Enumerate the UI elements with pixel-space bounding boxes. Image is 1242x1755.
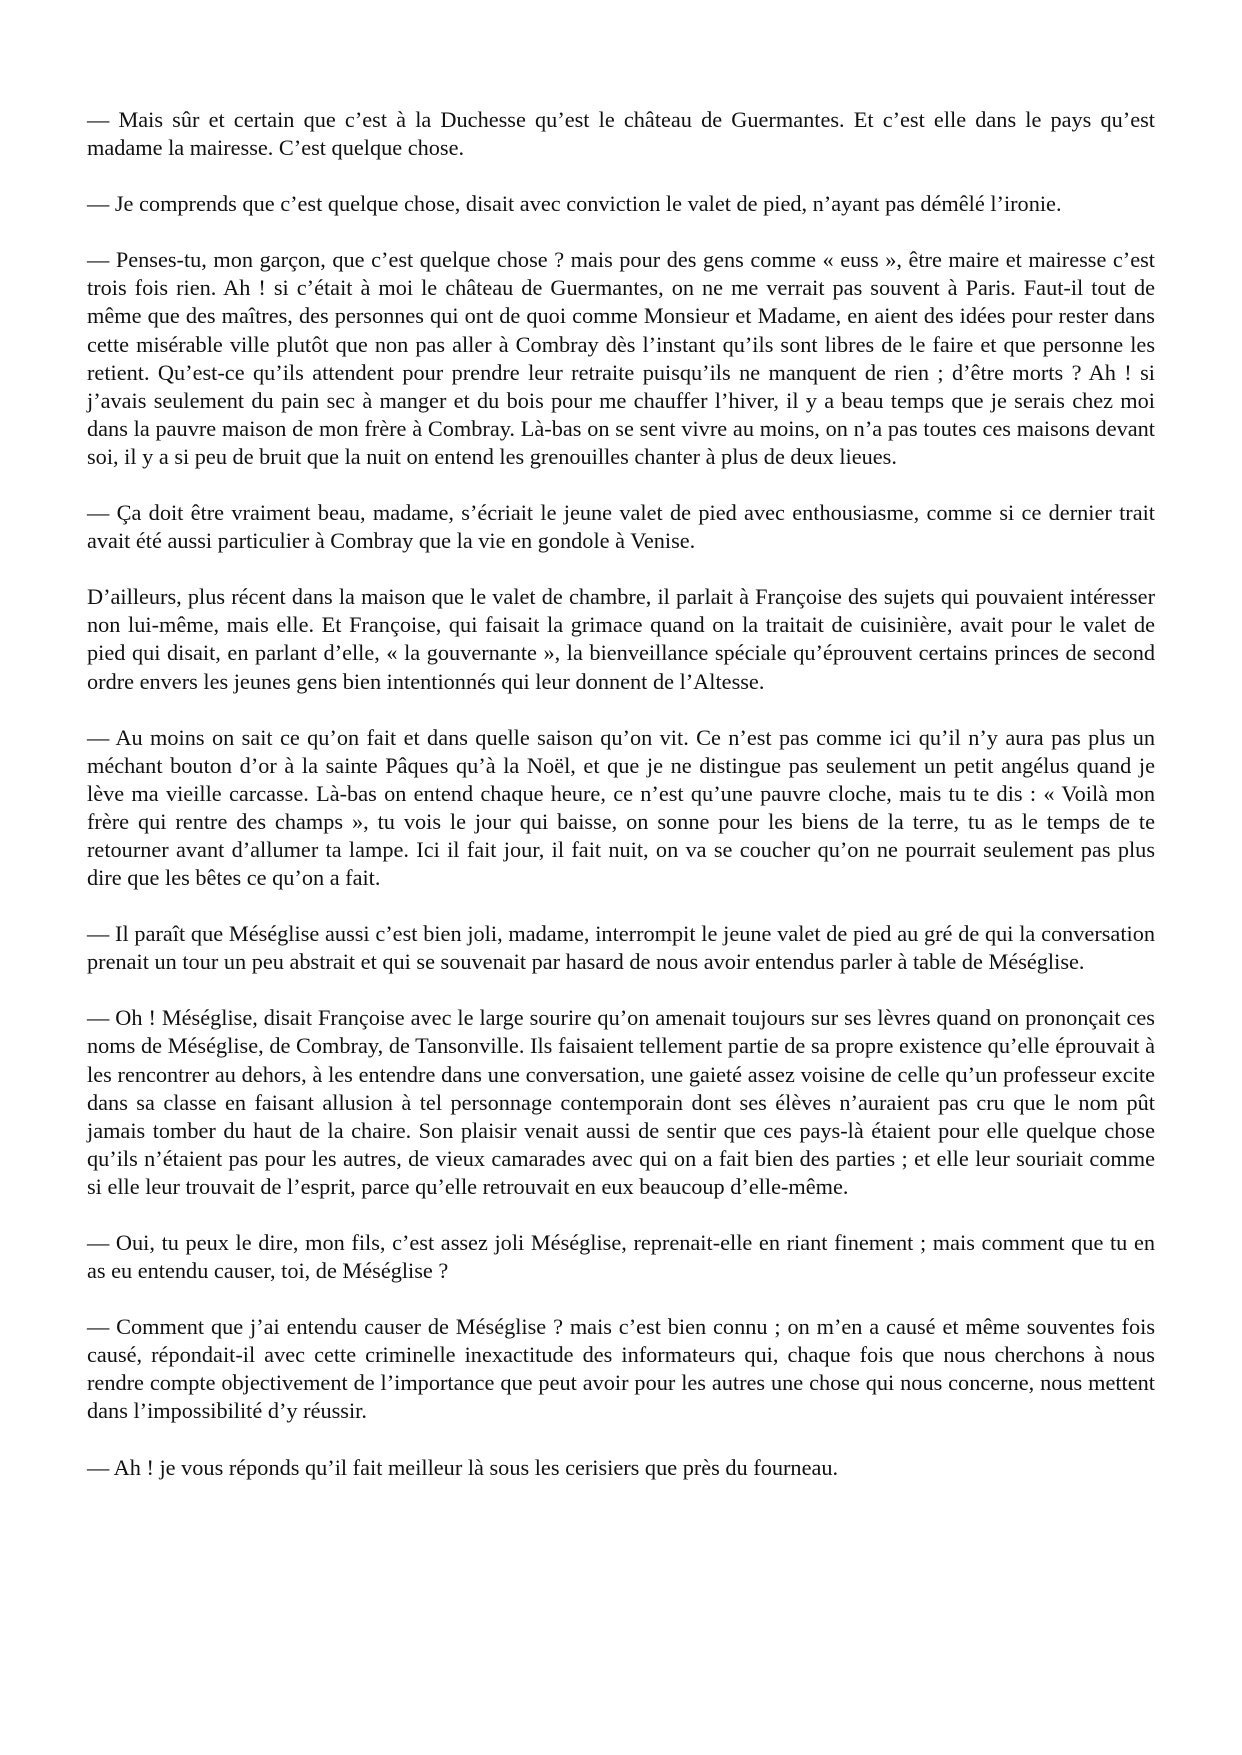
paragraph: — Oui, tu peux le dire, mon fils, c’est assez joli Méséglise, reprenait-elle en riant finement ; mais comment que tu en as eu entendu causer, toi, de Méséglise ?: [87, 1230, 1155, 1284]
paragraph: D’ailleurs, plus récent dans la maison que le valet de chambre, il parlait à Françoise des sujets qui pouvaient intéresser non lui-même, mais elle. Et Françoise, qui faisait la grimace quand on la traitait de cuisinière, avait pour le valet de pied qui disait, en parlant d’elle, « la gouvernante », la bienveillance spéciale qu’éprouvent certains princes de second ordre envers les jeunes gens bien intentionnés qui leur donnent de l’Altesse.: [87, 584, 1155, 694]
paragraph: — Penses-tu, mon garçon, que c’est quelque chose ? mais pour des gens comme « euss », être maire et mairesse c’est trois fois rien. Ah ! si c’était à moi le château de Guermantes, on ne me verrait pas souvent à Paris. Faut-il tout de même que des maîtres, des personnes qui ont de quoi comme Monsieur et Madame, en aient des idées pour rester dans cette misérable ville plutôt que non pas aller à Combray dès l’instant qu’ils sont libres de le faire et que personne les retient. Qu’est-ce qu’ils attendent pour prendre leur retraite puisqu’ils ne manquent de rien ; d’être morts ? Ah ! si j’avais seulement du pain sec à manger et du bois pour me chauffer l’hiver, il y a beau temps que je serais chez moi dans la pauvre maison de mon frère à Combray. Là-bas on se sent vivre au moins, on n’a pas toutes ces maisons devant soi, il y a si peu de bruit que la nuit on entend les grenouilles chanter à plus de deux lieues.: [87, 247, 1155, 469]
paragraph: — Je comprends que c’est quelque chose, disait avec conviction le valet de pied, n’ayant pas démêlé l’ironie.: [87, 191, 1062, 217]
paragraph: — Mais sûr et certain que c’est à la Duchesse qu’est le château de Guermantes. Et c’est elle dans le pays qu’est madame la mairesse. C’est quelque chose.: [87, 107, 1155, 161]
paragraph: — Comment que j’ai entendu causer de Méséglise ? mais c’est bien connu ; on m’en a causé et même souventes fois causé, répondait-il avec cette criminelle inexactitude des informateurs qui, chaque fois que nous cherchons à nous rendre compte objectivement de l’importance que peut avoir pour les autres une chose qui nous concerne, nous mettent dans l’impossibilité d’y réussir.: [87, 1314, 1155, 1424]
document-page: [87, 106, 1155, 1510]
paragraph: — Il paraît que Méséglise aussi c’est bien joli, madame, interrompit le jeune valet de pied au gré de qui la conversation prenait un tour un peu abstrait et qui se souvenait par hasard de nous avoir entendus parler à table de Méséglise.: [87, 921, 1155, 975]
paragraph: — Ah ! je vous réponds qu’il fait meilleur là sous les cerisiers que près du fourneau.: [87, 1454, 839, 1480]
paragraph: — Oh ! Méséglise, disait Françoise avec le large sourire qu’on amenait toujours sur ses lèvres quand on prononçait ces noms de Méséglise, de Combray, de Tansonville. Ils faisaient tellement partie de sa propre existence qu’elle éprouvait à les rencontrer au dehors, à les entendre dans une conversation, une gaieté assez voisine de celle qu’un professeur excite dans sa classe en faisant allusion à tel personnage contemporain dont ses élèves n’auraient pas cru que le nom pût jamais tomber du haut de la chaire. Son plaisir venait aussi de sentir que ces pays-là étaient pour elle quelque chose qu’ils n’étaient pas pour les autres, de vieux camarades avec qui on a fait bien des parties ; et elle leur souriait comme si elle leur trouvait de l’esprit, parce qu’elle retrouvait en eux beaucoup d’elle-même.: [87, 1005, 1155, 1199]
paragraph: — Au moins on sait ce qu’on fait et dans quelle saison qu’on vit. Ce n’est pas comme ici qu’il n’y aura pas plus un méchant bouton d’or à la sainte Pâques qu’à la Noël, et que je ne distingue pas seulement un petit angélus quand je lève ma vieille carcasse. Là-bas on entend chaque heure, ce n’est qu’une pauvre cloche, mais tu te dis : « Voilà mon frère qui rentre des champs », tu vois le jour qui baisse, on sonne pour les biens de la terre, tu as le temps de te retourner avant d’allumer ta lampe. Ici il fait jour, il fait nuit, on va se coucher qu’on ne pourrait seulement pas plus dire que les bêtes ce qu’on a fait.: [87, 724, 1155, 891]
paragraph: — Ça doit être vraiment beau, madame, s’écriait le jeune valet de pied avec enthousiasme, comme si ce dernier trait avait été aussi particulier à Combray que la vie en gondole à Venise.: [87, 500, 1155, 554]
